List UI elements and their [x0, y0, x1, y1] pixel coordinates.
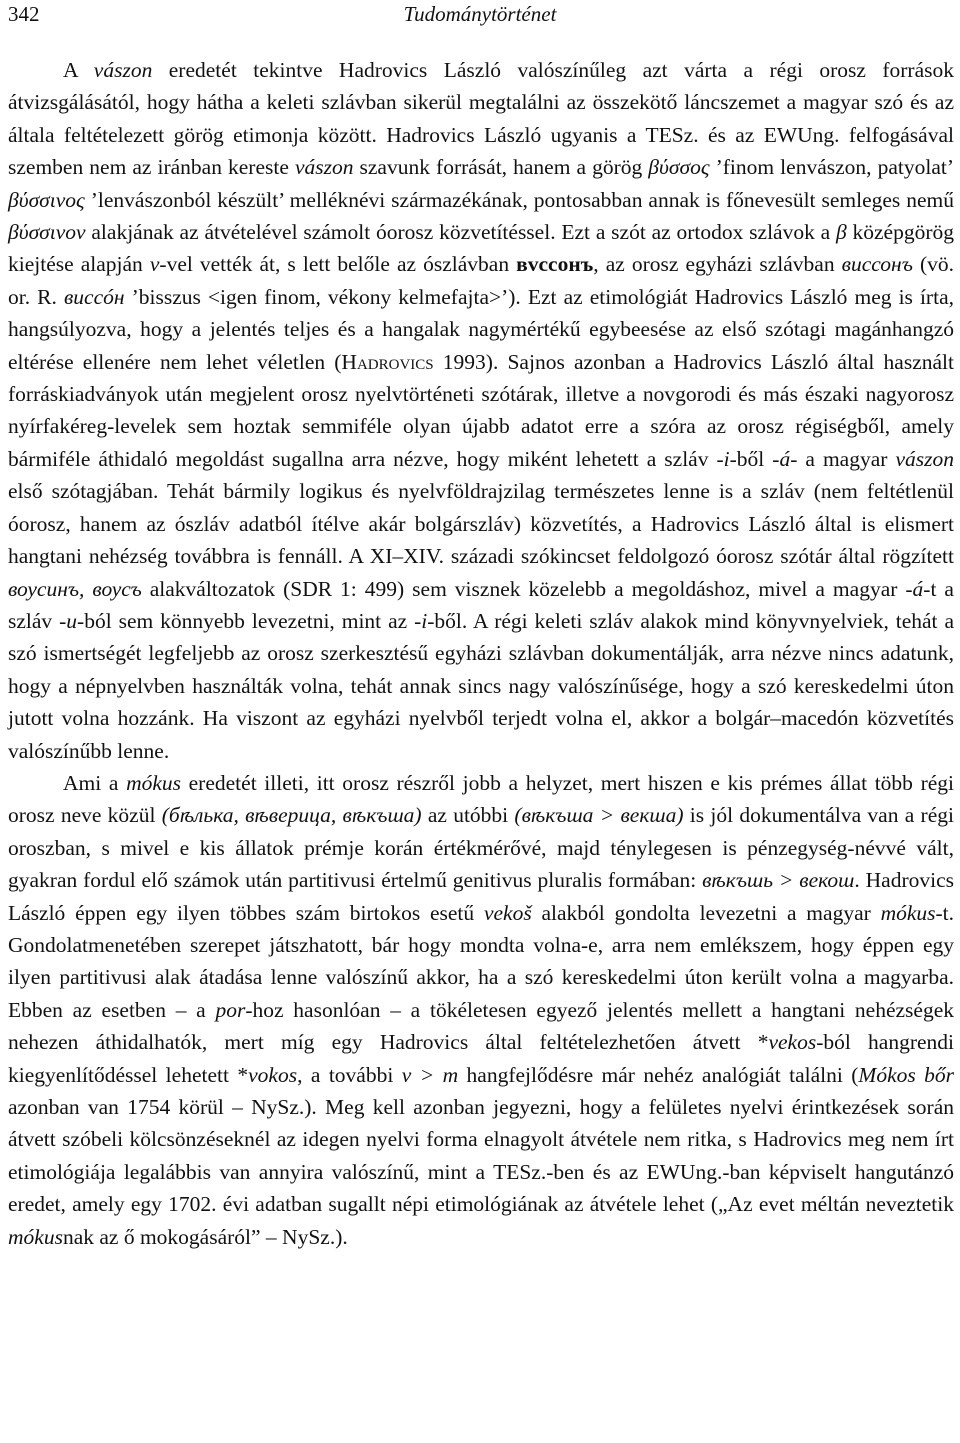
- text-run: . Hadrovics László éppen egy ilyen többes szám birtokos esetű: [8, 868, 954, 925]
- text-run: βύσσινος: [8, 187, 85, 212]
- text-run: ’lenvászonból készült’ melléknévi származékának, pontosabban annak is főnevesült semleges nemű: [84, 187, 954, 212]
- text-run: -ból hangrendi kiegyenlítődéssel lehetett *: [8, 1030, 954, 1087]
- text-run: adrovics: [356, 349, 434, 374]
- text-run: alakból gondolta levezetni a magyar: [531, 900, 881, 925]
- text-run: , az orosz egyházi szlávban: [593, 252, 842, 277]
- text-run: vekos: [768, 1030, 817, 1055]
- text-run: , a további: [297, 1062, 402, 1087]
- text-run: a magyar: [797, 446, 896, 471]
- text-run: mókus: [8, 1224, 63, 1249]
- text-run: alakjának az átvételével számolt óorosz közvetítéssel. Ezt a szót az ortodox szlávok a: [85, 220, 836, 245]
- text-run: v: [149, 252, 160, 277]
- text-run: β: [835, 220, 847, 245]
- text-run: v > m: [401, 1062, 459, 1087]
- text-run: vokos: [248, 1062, 298, 1087]
- paragraph: [8, 54, 954, 767]
- text-run: szavunk forrását, hanem a görög: [353, 155, 649, 180]
- text-run: (вѣкъша > векша): [514, 803, 684, 828]
- text-run: középgörög kiejtése alapján: [8, 220, 954, 277]
- text-run: -hoz hasonlóan – a tökéletesen egyező jelentés mellett a hangtani nehézségek nehezen áthidalhatók, mert míg egy Hadrovics által feltételezhetően átvett *: [8, 997, 954, 1055]
- text-run: A: [63, 58, 94, 82]
- text-run: vászon: [895, 446, 954, 471]
- running-title: Tudománytörténet: [403, 2, 557, 26]
- text-run: ból sem könnyebb levezetni, mint az: [84, 608, 415, 633]
- text-run: alakváltozatok (SDR 1: 499) sem visznek közelebb a megoldáshoz, mivel a magyar: [141, 576, 906, 601]
- text-run: воусинъ, воусъ: [8, 576, 142, 601]
- text-run: első szótagjában. Tehát bármily logikus és nyelvföldrajzilag természetes lenne is a szláv (nem feltétlenül óorosz, hanem az ószláv adatból ítélve akár bolgárszláv) közvetítés, a Hadrovics László által is elismert hangtani nehézség továbbra is fennáll. A XI–XIV. századi szókincset feldolgozó óorosz szótár által rögzített: [8, 479, 954, 569]
- text-run: -u-: [59, 608, 85, 633]
- text-run: mókus: [126, 770, 181, 795]
- text-run: t a szláv: [8, 576, 954, 633]
- text-run: -i-: [414, 608, 435, 633]
- text-run: -á-: [772, 446, 798, 471]
- text-run: vekoš: [483, 900, 532, 925]
- text-run: -vel vették át, s lett belőle az ószlávban: [159, 252, 517, 277]
- text-run: ’finom lenvászon, patyolat’: [709, 155, 954, 180]
- running-header: [8, 0, 952, 32]
- body-text: [8, 54, 954, 1253]
- text-run: Mókos bőr: [858, 1062, 955, 1087]
- text-run: -t. Gondolatmenetében szerepet játszhatott, bár hogy mondta volna-e, arra nem emlékszem, hogy éppen egy ilyen partitivusi alak átadása lenne valószínű akkor, ha a szó kereskedelmi úton került volna a magyarba. Ebben az esetben – a: [8, 900, 955, 1022]
- text-run: βύσσος: [648, 155, 710, 180]
- text-run: (бѣлька, вѣверица, вѣкъша): [161, 803, 422, 828]
- text-run: por: [215, 997, 246, 1022]
- text-run: vászon: [93, 58, 153, 82]
- text-run: mókus: [880, 900, 936, 925]
- text-run: Ami a: [63, 770, 127, 795]
- text-run: hangfejlődésre már nehéz analógiát találni (: [458, 1062, 859, 1087]
- text-run: виссóн: [63, 284, 125, 309]
- text-run: ’bisszus <igen finom, vékony kelmefajta>’). Ezt az etimológiát Hadrovics László meg is írta, hangsúlyozva, hogy a jelentés teljes és a hangalak nagymértékű egybeesése az első szótagi magánhangzó eltérése ellenére nem lehet véletlen (H: [8, 284, 954, 374]
- page-number: 342: [8, 2, 40, 26]
- text-run: вvссонъ: [516, 252, 594, 277]
- text-run: is jól dokumentálva van a régi oroszban, s mivel e kis állatok prémje korán értékmérővé, majd ténylegesen is pénzegység-névvé vált, gyakran fordul elő számok után partitivusi értelmű genitivus pluralis formában:: [8, 803, 954, 893]
- text-run: eredetét illeti, itt orosz részről jobb a helyzet, mert hiszen e kis prémes állat több régi orosz neve közül: [8, 770, 954, 828]
- text-run: вѣкъшь > векош: [702, 868, 855, 893]
- text-run: (vö. or. R.: [8, 252, 954, 309]
- text-run: виссонъ: [841, 252, 913, 277]
- text-run: βύσσινον: [8, 220, 86, 245]
- text-run: azonban van 1754 körül – NySz.). Meg kell azonban jegyezni, hogy a felületes nyelvi érintkezések során átvett szóbeli kölcsönzéseknél az idegen nyelvi forma elnagyolt átvétele nem ritka, s Hadrovics meg nem írt etimológiája legalábbis van annyira valószínű, mint a TESz.-ben és az EWUng.-ban képviselt hangutánzó eredet, amely egy 1702. évi adatban sugallt népi etimológiának az átvétele lehet („Az evet méltán neveztetik: [8, 1095, 954, 1217]
- text-run: 1993). Sajnos azonban a Hadrovics László által használt forráskiadványok után megjelent orosz nyelvtörténeti szótárak, illetve a novgorodi és más északi nagyorosz nyírfakéreg-levelek sem hoztak semmiféle olyan újabb adatot erre a szóra az orosz régiségből, amely bármiféle áthidaló megoldást sugallna arra nézve, hogy miként lehetett a szláv: [8, 349, 954, 471]
- text-run: vászon: [294, 155, 354, 180]
- text-run: nak az ő mokogásáról” – NySz.).: [62, 1224, 348, 1249]
- text-run: ből: [736, 446, 773, 471]
- text-run: eredetét tekintve Hadrovics László valószínűleg azt várta a régi orosz források átvizsgálásától, hogy hátha a keleti szlávban sikerül megtalálni az összekötő láncszemet a magyar szó és az általa feltételezett görög etimonja között. Hadrovics László ugyanis a TESz. és az EWUng. felfogásával szemben nem az iránban kereste: [8, 58, 955, 180]
- text-run: -á-: [905, 576, 931, 601]
- text-run: az utóbbi: [421, 803, 515, 828]
- paragraph: [8, 767, 954, 1253]
- text-run: ből. A régi keleti szláv alakok mind könyvnyelviek, tehát a szó ismertségét legfeljebb az orosz szerkesztésű egyházi szlávban dokumentálják, arra nézve nincs adatunk, hogy a népnyelvben használták volna, tehát annak sincs nagy valószínűsége, hogy a szó kereskedelmi úton jutott volna hozzánk. Ha viszont az egyházi nyelvből terjedt volna el, akkor a bolgár–macedón közvetítés valószínűbb lenne.: [8, 608, 954, 763]
- text-run: -i-: [716, 446, 737, 471]
